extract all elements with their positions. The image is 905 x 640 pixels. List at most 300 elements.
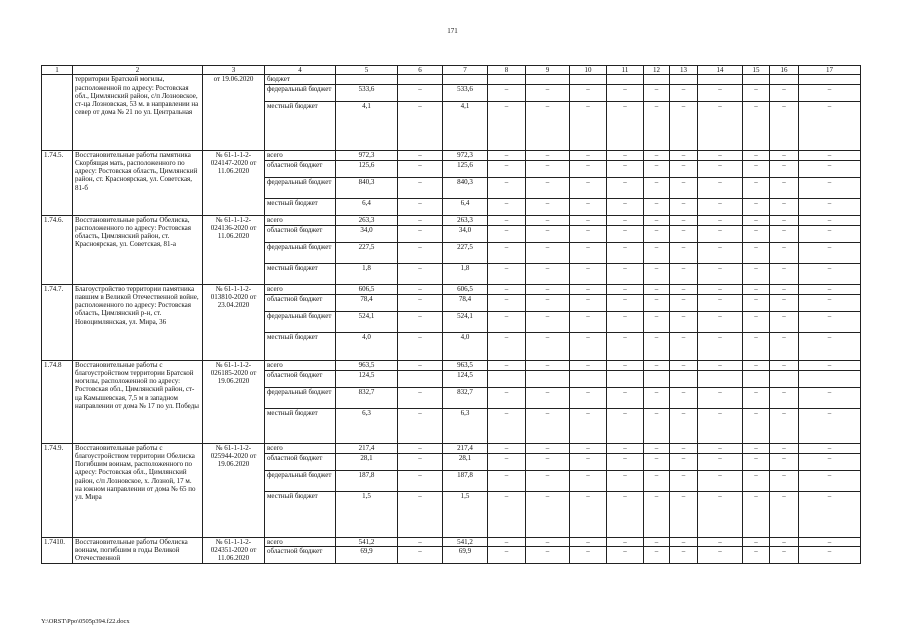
empty-year-cell: – — [526, 470, 570, 491]
empty-year-cell: – — [607, 177, 644, 198]
document-ref-cell: № 61-1-1-2-026185-2020 от 19.06.2020 — [203, 360, 265, 443]
column-number-cell: 3 — [203, 66, 265, 75]
empty-year-cell: – — [770, 101, 799, 150]
amount-cell: – — [398, 177, 443, 198]
funding-source-cell: местный бюджет — [265, 198, 336, 215]
column-number-cell: 7 — [443, 66, 488, 75]
empty-year-cell: – — [698, 408, 743, 443]
amount-cell: – — [398, 360, 443, 370]
empty-year-cell: – — [799, 470, 861, 491]
empty-year-cell: – — [770, 150, 799, 160]
empty-year-cell: – — [488, 332, 526, 360]
empty-year-cell: – — [799, 408, 861, 443]
empty-year-cell: – — [698, 311, 743, 332]
document-ref-cell: № 61-1-1-2-013810-2020 от 23.04.2020 — [203, 284, 265, 360]
empty-year-cell: – — [607, 443, 644, 453]
empty-year-cell — [770, 75, 799, 84]
empty-year-cell: – — [488, 101, 526, 150]
empty-year-cell: – — [698, 263, 743, 284]
empty-year-cell: – — [607, 198, 644, 215]
year-amount-cell: 541,2 — [443, 537, 488, 546]
empty-year-cell: – — [670, 387, 698, 408]
total-amount-cell — [336, 75, 398, 84]
year-amount-cell: 6,3 — [443, 408, 488, 443]
total-amount-cell: 28,1 — [336, 453, 398, 470]
funding-source-cell: федеральный бюджет — [265, 387, 336, 408]
funding-source-cell: областной бюджет — [265, 160, 336, 177]
year-amount-cell: 124,5 — [443, 370, 488, 387]
empty-year-cell — [488, 75, 526, 84]
amount-cell: – — [398, 546, 443, 563]
empty-year-cell: – — [743, 537, 770, 546]
empty-year-cell: – — [644, 408, 670, 443]
total-amount-cell: 840,3 — [336, 177, 398, 198]
year-amount-cell: 187,8 — [443, 470, 488, 491]
empty-year-cell: – — [644, 160, 670, 177]
amount-cell: – — [398, 537, 443, 546]
empty-year-cell: – — [488, 215, 526, 225]
empty-year-cell: – — [670, 263, 698, 284]
column-number-cell: 2 — [73, 66, 203, 75]
table-row — [42, 360, 861, 370]
empty-year-cell: – — [488, 470, 526, 491]
year-amount-cell: 1,5 — [443, 491, 488, 537]
empty-year-cell — [743, 370, 770, 387]
empty-year-cell — [743, 75, 770, 84]
document-ref-cell: № 61-1-1-2-024351-2020 от 11.06.2020 — [203, 537, 265, 563]
item-number-cell: 1.74.8 — [42, 360, 73, 443]
empty-year-cell: – — [698, 284, 743, 294]
total-amount-cell: 263,3 — [336, 215, 398, 225]
empty-year-cell: – — [526, 263, 570, 284]
total-amount-cell: 606,5 — [336, 284, 398, 294]
empty-year-cell: – — [670, 453, 698, 470]
total-amount-cell: 6,4 — [336, 198, 398, 215]
empty-year-cell: – — [670, 215, 698, 225]
amount-cell: – — [398, 225, 443, 242]
empty-year-cell: – — [743, 263, 770, 284]
empty-year-cell: – — [698, 242, 743, 263]
item-number-cell: 1.74.9. — [42, 443, 73, 537]
total-amount-cell: 1,8 — [336, 263, 398, 284]
empty-year-cell: – — [799, 387, 861, 408]
empty-year-cell: – — [743, 284, 770, 294]
empty-year-cell: – — [799, 242, 861, 263]
empty-year-cell: – — [526, 491, 570, 537]
total-amount-cell: 78,4 — [336, 294, 398, 311]
empty-year-cell: – — [698, 84, 743, 101]
empty-year-cell: – — [526, 284, 570, 294]
column-number-cell: 6 — [398, 66, 443, 75]
empty-year-cell: – — [644, 546, 670, 563]
empty-year-cell: – — [743, 311, 770, 332]
empty-year-cell: – — [670, 360, 698, 370]
empty-year-cell: – — [570, 311, 607, 332]
funding-source-cell: федеральный бюджет — [265, 470, 336, 491]
empty-year-cell: – — [526, 150, 570, 160]
empty-year-cell — [670, 75, 698, 84]
total-amount-cell: 832,7 — [336, 387, 398, 408]
empty-year-cell: – — [607, 453, 644, 470]
empty-year-cell: – — [570, 470, 607, 491]
empty-year-cell: – — [570, 225, 607, 242]
amount-cell: – — [398, 160, 443, 177]
empty-year-cell: – — [570, 198, 607, 215]
empty-year-cell: – — [570, 84, 607, 101]
funding-source-cell: всего — [265, 215, 336, 225]
empty-year-cell: – — [670, 546, 698, 563]
funding-source-cell: местный бюджет — [265, 101, 336, 150]
funding-source-cell: местный бюджет — [265, 408, 336, 443]
empty-year-cell: – — [799, 360, 861, 370]
year-amount-cell: 28,1 — [443, 453, 488, 470]
empty-year-cell: – — [698, 294, 743, 311]
empty-year-cell: – — [607, 150, 644, 160]
empty-year-cell: – — [607, 284, 644, 294]
empty-year-cell: – — [743, 546, 770, 563]
empty-year-cell — [570, 370, 607, 387]
amount-cell: – — [398, 453, 443, 470]
empty-year-cell: – — [644, 294, 670, 311]
empty-year-cell: – — [698, 101, 743, 150]
empty-year-cell: – — [698, 537, 743, 546]
empty-year-cell: – — [607, 470, 644, 491]
empty-year-cell: – — [488, 150, 526, 160]
column-number-cell: 13 — [670, 66, 698, 75]
amount-cell: – — [398, 443, 443, 453]
empty-year-cell: – — [570, 332, 607, 360]
amount-cell: – — [398, 101, 443, 150]
empty-year-cell: – — [607, 160, 644, 177]
amount-cell: – — [398, 215, 443, 225]
empty-year-cell: – — [644, 360, 670, 370]
empty-year-cell: – — [526, 360, 570, 370]
amount-cell: – — [398, 491, 443, 537]
empty-year-cell — [644, 75, 670, 84]
empty-year-cell — [799, 370, 861, 387]
item-description-cell: Благоустройство территории памятника павшим в Великой Отечественной войне, расположенного по адресу: Ростовская область, Цимлянский р-н, ст. Новоцимлянская, ул. Мира, 36 — [73, 284, 203, 360]
total-amount-cell: 69,9 — [336, 546, 398, 563]
empty-year-cell — [607, 370, 644, 387]
item-number-cell: 1.74.7. — [42, 284, 73, 360]
funding-source-cell: областной бюджет — [265, 370, 336, 387]
empty-year-cell: – — [670, 470, 698, 491]
empty-year-cell: – — [799, 537, 861, 546]
empty-year-cell: – — [570, 242, 607, 263]
empty-year-cell: – — [488, 387, 526, 408]
empty-year-cell: – — [644, 470, 670, 491]
funding-source-cell: всего — [265, 360, 336, 370]
table-row — [42, 75, 861, 84]
empty-year-cell: – — [670, 537, 698, 546]
empty-year-cell: – — [670, 198, 698, 215]
column-number-cell: 10 — [570, 66, 607, 75]
empty-year-cell — [488, 370, 526, 387]
funding-source-cell: всего — [265, 150, 336, 160]
year-amount-cell: 832,7 — [443, 387, 488, 408]
empty-year-cell: – — [799, 294, 861, 311]
empty-year-cell: – — [698, 546, 743, 563]
empty-year-cell: – — [488, 177, 526, 198]
funding-source-cell: всего — [265, 284, 336, 294]
empty-year-cell: – — [607, 242, 644, 263]
year-amount-cell: 6,4 — [443, 198, 488, 215]
empty-year-cell: – — [607, 408, 644, 443]
empty-year-cell: – — [770, 294, 799, 311]
empty-year-cell: – — [526, 453, 570, 470]
empty-year-cell: – — [607, 84, 644, 101]
empty-year-cell: – — [770, 311, 799, 332]
empty-year-cell: – — [743, 84, 770, 101]
empty-year-cell: – — [526, 198, 570, 215]
empty-year-cell: – — [570, 360, 607, 370]
funding-source-cell: местный бюджет — [265, 263, 336, 284]
empty-year-cell: – — [743, 198, 770, 215]
empty-year-cell: – — [644, 150, 670, 160]
empty-year-cell: – — [488, 360, 526, 370]
amount-cell: – — [398, 387, 443, 408]
year-amount-cell: 78,4 — [443, 294, 488, 311]
empty-year-cell: – — [743, 215, 770, 225]
funding-source-cell: федеральный бюджет — [265, 242, 336, 263]
table-row — [42, 537, 861, 546]
empty-year-cell: – — [743, 225, 770, 242]
empty-year-cell: – — [799, 546, 861, 563]
year-amount-cell: 125,6 — [443, 160, 488, 177]
empty-year-cell: – — [570, 101, 607, 150]
empty-year-cell: – — [743, 177, 770, 198]
funding-source-cell: областной бюджет — [265, 453, 336, 470]
empty-year-cell: – — [670, 284, 698, 294]
item-description-cell: Восстановительные работы Обелиска воинам, погибшим в годы Великой Отечественной — [73, 537, 203, 563]
empty-year-cell: – — [799, 491, 861, 537]
empty-year-cell: – — [743, 101, 770, 150]
budget-table — [41, 65, 861, 564]
empty-year-cell: – — [488, 263, 526, 284]
amount-cell: – — [398, 198, 443, 215]
item-number-cell: 1.74.6. — [42, 215, 73, 284]
year-amount-cell: 533,6 — [443, 84, 488, 101]
funding-source-cell: местный бюджет — [265, 491, 336, 537]
item-description-cell: Восстановительные работы Обелиска, расположенного по адресу: Ростовская область, Цимлянский район, ст. Красноярская, ул. Советская, 81-а — [73, 215, 203, 284]
column-number-row — [42, 66, 861, 75]
column-number-cell: 14 — [698, 66, 743, 75]
empty-year-cell: – — [607, 537, 644, 546]
empty-year-cell: – — [644, 101, 670, 150]
empty-year-cell: – — [488, 546, 526, 563]
empty-year-cell: – — [488, 225, 526, 242]
year-amount-cell: 840,3 — [443, 177, 488, 198]
amount-cell: – — [398, 284, 443, 294]
column-number-cell: 15 — [743, 66, 770, 75]
year-amount-cell: 227,5 — [443, 242, 488, 263]
column-number-cell: 5 — [336, 66, 398, 75]
item-description-cell: Восстановительные работы с благоустройством территории Обелиска Погибшим воинам, расположенного по адресу: Ростовская обл., Цимлянский район, с/п Лозновское, х. Лозной, 17 м. на южном направлении от дома № 65 по ул. Мира — [73, 443, 203, 537]
amount-cell: – — [398, 150, 443, 160]
empty-year-cell: – — [488, 294, 526, 311]
empty-year-cell: – — [488, 537, 526, 546]
empty-year-cell: – — [799, 284, 861, 294]
empty-year-cell: – — [488, 311, 526, 332]
total-amount-cell: 963,5 — [336, 360, 398, 370]
empty-year-cell: – — [698, 443, 743, 453]
empty-year-cell: – — [570, 408, 607, 443]
empty-year-cell: – — [644, 198, 670, 215]
empty-year-cell: – — [698, 177, 743, 198]
funding-source-cell: федеральный бюджет — [265, 84, 336, 101]
column-number-cell: 4 — [265, 66, 336, 75]
empty-year-cell: – — [644, 443, 670, 453]
empty-year-cell: – — [488, 242, 526, 263]
amount-cell: – — [398, 332, 443, 360]
empty-year-cell: – — [644, 311, 670, 332]
document-ref-cell: № 61-1-1-2-024147-2020 от 11.06.2020 — [203, 150, 265, 215]
total-amount-cell: 1,5 — [336, 491, 398, 537]
empty-year-cell: – — [607, 491, 644, 537]
empty-year-cell: – — [770, 215, 799, 225]
document-ref-cell: № 61-1-1-2-024136-2020 от 11.06.2020 — [203, 215, 265, 284]
column-number-cell: 17 — [799, 66, 861, 75]
empty-year-cell: – — [698, 215, 743, 225]
empty-year-cell: – — [743, 387, 770, 408]
empty-year-cell: – — [799, 215, 861, 225]
empty-year-cell: – — [698, 470, 743, 491]
empty-year-cell: – — [526, 294, 570, 311]
total-amount-cell: 541,2 — [336, 537, 398, 546]
empty-year-cell: – — [570, 177, 607, 198]
total-amount-cell: 524,1 — [336, 311, 398, 332]
empty-year-cell: – — [799, 160, 861, 177]
total-amount-cell: 227,5 — [336, 242, 398, 263]
empty-year-cell: – — [570, 160, 607, 177]
table-row — [42, 284, 861, 294]
amount-cell — [398, 370, 443, 387]
year-amount-cell: 524,1 — [443, 311, 488, 332]
empty-year-cell: – — [799, 198, 861, 215]
year-amount-cell: 972,3 — [443, 150, 488, 160]
empty-year-cell: – — [799, 443, 861, 453]
empty-year-cell: – — [526, 537, 570, 546]
funding-source-cell: всего — [265, 443, 336, 453]
amount-cell: – — [398, 294, 443, 311]
table-row — [42, 215, 861, 225]
year-amount-cell: 1,8 — [443, 263, 488, 284]
item-number-cell: 1.74.5. — [42, 150, 73, 215]
empty-year-cell: – — [743, 470, 770, 491]
empty-year-cell: – — [799, 84, 861, 101]
empty-year-cell — [770, 370, 799, 387]
total-amount-cell: 34,0 — [336, 225, 398, 242]
empty-year-cell: – — [488, 198, 526, 215]
empty-year-cell: – — [570, 546, 607, 563]
empty-year-cell — [607, 75, 644, 84]
empty-year-cell: – — [488, 160, 526, 177]
empty-year-cell: – — [770, 332, 799, 360]
empty-year-cell: – — [570, 491, 607, 537]
column-number-cell: 11 — [607, 66, 644, 75]
year-amount-cell: 263,3 — [443, 215, 488, 225]
empty-year-cell: – — [607, 101, 644, 150]
empty-year-cell: – — [644, 491, 670, 537]
empty-year-cell — [526, 370, 570, 387]
empty-year-cell: – — [488, 84, 526, 101]
empty-year-cell: – — [743, 360, 770, 370]
empty-year-cell: – — [488, 453, 526, 470]
empty-year-cell: – — [770, 177, 799, 198]
empty-year-cell: – — [743, 408, 770, 443]
empty-year-cell: – — [607, 263, 644, 284]
page-number: 171 — [447, 27, 458, 35]
empty-year-cell: – — [698, 198, 743, 215]
year-amount-cell: 606,5 — [443, 284, 488, 294]
empty-year-cell: – — [770, 225, 799, 242]
empty-year-cell: – — [488, 284, 526, 294]
empty-year-cell — [670, 370, 698, 387]
empty-year-cell: – — [526, 177, 570, 198]
empty-year-cell: – — [799, 311, 861, 332]
empty-year-cell: – — [526, 215, 570, 225]
empty-year-cell: – — [526, 225, 570, 242]
empty-year-cell: – — [607, 546, 644, 563]
year-amount-cell: 4,1 — [443, 101, 488, 150]
empty-year-cell: – — [526, 332, 570, 360]
empty-year-cell: – — [644, 332, 670, 360]
total-amount-cell: 4,0 — [336, 332, 398, 360]
year-amount-cell: 963,5 — [443, 360, 488, 370]
empty-year-cell: – — [670, 101, 698, 150]
empty-year-cell: – — [570, 387, 607, 408]
item-description-cell: Восстановительные работы с благоустройством территории Братской могилы, расположенной по адресу: Ростовская обл., Цимлянский район, ст-ца Камышевская, 7,5 м в западном направлении от дома № 17 по ул. Победы — [73, 360, 203, 443]
table-row — [42, 443, 861, 453]
empty-year-cell: – — [799, 150, 861, 160]
empty-year-cell: – — [488, 491, 526, 537]
year-amount-cell: 34,0 — [443, 225, 488, 242]
empty-year-cell: – — [670, 160, 698, 177]
empty-year-cell: – — [488, 443, 526, 453]
funding-source-cell: федеральный бюджет — [265, 177, 336, 198]
total-amount-cell: 533,6 — [336, 84, 398, 101]
empty-year-cell: – — [644, 453, 670, 470]
empty-year-cell: – — [670, 84, 698, 101]
amount-cell: – — [398, 242, 443, 263]
item-description-cell: территории Братской могилы, расположенной по адресу: Ростовская обл., Цимлянский район, с/п Лозновское, ст-ца Лозновская, 53 м. в направлении на север от дома № 21 по ул. Центральная — [73, 75, 203, 150]
amount-cell: – — [398, 84, 443, 101]
empty-year-cell: – — [670, 491, 698, 537]
column-number-cell: 12 — [644, 66, 670, 75]
empty-year-cell: – — [770, 263, 799, 284]
empty-year-cell: – — [644, 215, 670, 225]
empty-year-cell: – — [570, 215, 607, 225]
document-ref-cell: от 19.06.2020 — [203, 75, 265, 150]
empty-year-cell: – — [770, 443, 799, 453]
empty-year-cell: – — [743, 150, 770, 160]
amount-cell: – — [398, 263, 443, 284]
empty-year-cell: – — [799, 225, 861, 242]
empty-year-cell: – — [670, 311, 698, 332]
empty-year-cell: – — [644, 177, 670, 198]
empty-year-cell: – — [670, 332, 698, 360]
empty-year-cell: – — [526, 443, 570, 453]
empty-year-cell: – — [526, 101, 570, 150]
empty-year-cell — [698, 370, 743, 387]
column-number-cell: 1 — [42, 66, 73, 75]
empty-year-cell: – — [526, 84, 570, 101]
column-number-cell: 16 — [770, 66, 799, 75]
item-number-cell: 1.7410. — [42, 537, 73, 563]
amount-cell: – — [398, 470, 443, 491]
funding-source-cell: областной бюджет — [265, 294, 336, 311]
empty-year-cell: – — [799, 453, 861, 470]
